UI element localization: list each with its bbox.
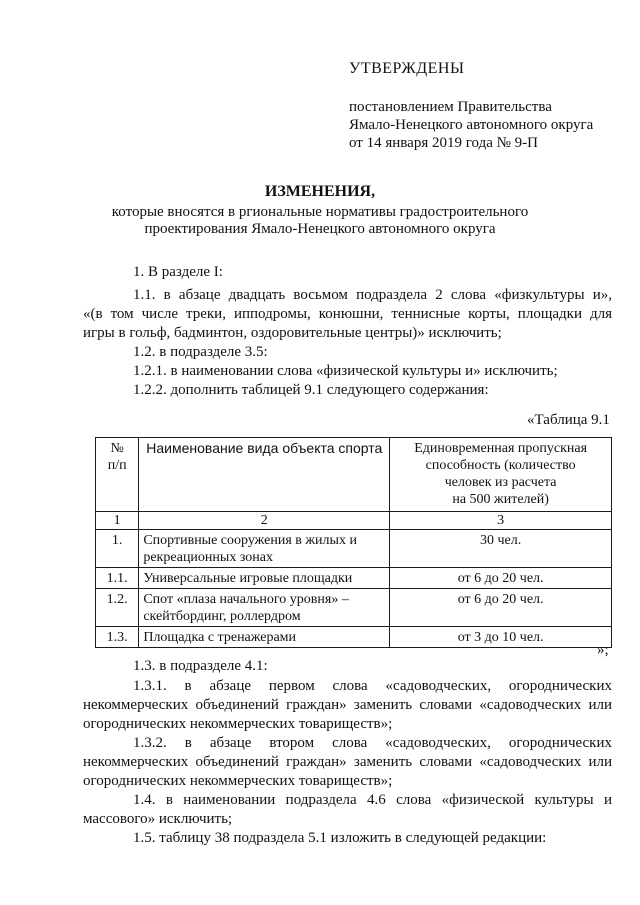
decree-reference xyxy=(349,98,593,152)
header-cell-name: Наименование вида объекта спорта xyxy=(139,438,390,512)
subtitle-line: которые вносятся в ргиональные нормативы градостроительного xyxy=(111,204,529,220)
paragraph-1-1: 1.1. в абзаце двадцать восьмом подраздела 2 слова «физкультуры и», xyxy=(133,287,612,303)
table-closing-quote: »; xyxy=(597,642,609,658)
paragraph-1-5: 1.5. таблицу 38 подраздела 5.1 изложить в следующей редакции: xyxy=(133,830,547,846)
table-row xyxy=(96,589,612,627)
table-caption: «Таблица 9.1 xyxy=(527,412,610,428)
table-row xyxy=(96,530,612,568)
paragraph-1-1-cont: игры в гольф, бадминтон, оздоровительные центры)» исключить; xyxy=(83,325,502,341)
row-name: Площадка с тренажерами xyxy=(139,627,390,648)
decree-line: Ямало-Ненецкого автономного округа xyxy=(349,117,594,133)
row-name: Спортивные сооружения в жилых и рекреационных зонах xyxy=(139,530,390,568)
header-cell-number: № п/п xyxy=(96,438,139,512)
table-column-numbers-row xyxy=(96,512,612,530)
paragraph-1-3-1-cont: некоммерческих объединений граждан» заменить словами «садоводческих или xyxy=(83,697,612,713)
paragraph-1-3-2-cont: огороднических некоммерческих товариществ»; xyxy=(83,773,393,789)
paragraph-1-4: 1.4. в наименовании подраздела 4.6 слова «физической культуры и xyxy=(133,792,612,808)
decree-line: от 14 января 2019 года № 9-П xyxy=(349,135,539,151)
paragraph-1-3-2: 1.3.2. в абзаце втором слова «садоводческих, огороднических xyxy=(133,735,612,751)
paragraph-1-3-2-cont: некоммерческих объединений граждан» заменить словами «садоводческих или xyxy=(83,754,612,770)
row-name: Универсальные игровые площадки xyxy=(139,568,390,589)
subtitle-line: проектирования Ямало-Ненецкого автономного округа xyxy=(144,221,496,237)
row-capacity: от 6 до 20 чел. xyxy=(390,589,612,627)
paragraph-1-3-1: 1.3.1. в абзаце первом слова «садоводческих, огороднических xyxy=(133,678,612,694)
document-title: ИЗМЕНЕНИЯ, xyxy=(264,183,376,200)
decree-line: постановлением Правительства xyxy=(349,99,552,115)
column-number: 2 xyxy=(139,512,390,530)
row-number: 1.3. xyxy=(96,627,139,648)
paragraph-1-4-cont: массового» исключить; xyxy=(83,811,233,827)
column-number: 3 xyxy=(390,512,612,530)
table-header-row xyxy=(96,438,612,512)
row-number: 1.2. xyxy=(96,589,139,627)
header-cell-capacity: Единовременная пропускная способность (количество человек из расчета на 500 жителей) xyxy=(390,438,612,512)
table-row xyxy=(96,627,612,648)
column-number: 1 xyxy=(96,512,139,530)
document-subtitle xyxy=(0,204,640,238)
paragraph-1-2: 1.2. в подразделе 3.5: xyxy=(133,344,268,360)
paragraph-1-2-1: 1.2.1. в наименовании слова «физической культуры и» исключить; xyxy=(133,363,558,379)
approved-heading: УТВЕРЖДЕНЫ xyxy=(349,60,465,77)
paragraph-1-3-1-cont: огороднических некоммерческих товариществ»; xyxy=(83,716,393,732)
row-number: 1. xyxy=(96,530,139,568)
sports-table xyxy=(95,437,612,645)
paragraph-1-3: 1.3. в подразделе 4.1: xyxy=(133,658,268,674)
paragraph-1: 1. В разделе I: xyxy=(133,264,223,280)
paragraph-1-2-2: 1.2.2. дополнить таблицей 9.1 следующего содержания: xyxy=(133,382,489,398)
paragraph-1-1-cont: «(в том числе треки, ипподромы, конюшни, теннисные корты, площадки для xyxy=(83,306,612,322)
row-capacity: от 3 до 10 чел. xyxy=(390,627,612,648)
row-capacity: 30 чел. xyxy=(390,530,612,568)
table-row xyxy=(96,568,612,589)
row-number: 1.1. xyxy=(96,568,139,589)
row-name: Спот «плаза начального уровня» – скейтбординг, роллердром xyxy=(139,589,390,627)
row-capacity: от 6 до 20 чел. xyxy=(390,568,612,589)
